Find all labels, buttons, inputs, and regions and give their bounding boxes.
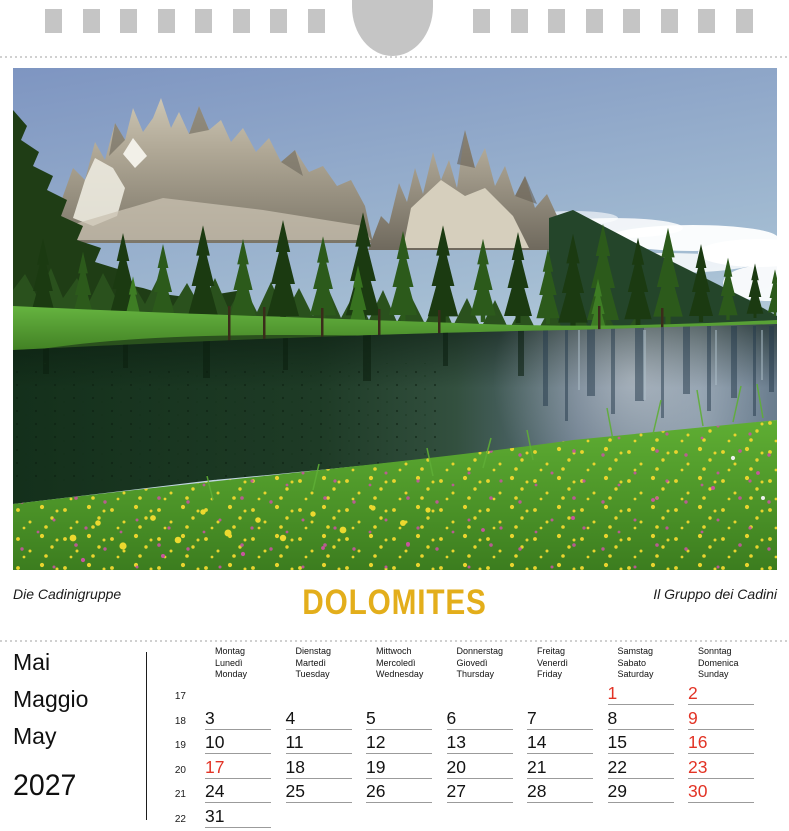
day-cell	[527, 709, 608, 734]
day-number: 18	[286, 757, 305, 777]
month-name-en: May	[13, 718, 88, 755]
day-cell	[447, 782, 528, 807]
week-number: 20	[165, 758, 205, 783]
day-number: 17	[205, 757, 224, 777]
date-rule	[608, 729, 674, 730]
day-header: Mittwoch Mercoledì Wednesday	[366, 646, 447, 681]
day-cell	[366, 733, 447, 758]
day-number: 19	[366, 757, 385, 777]
day-header: Freitag Venerdì Friday	[527, 646, 608, 681]
day-number: 4	[286, 708, 296, 728]
day-cell	[608, 733, 689, 758]
binding-square	[195, 9, 212, 33]
day-cell	[688, 684, 769, 709]
binding-square	[473, 9, 490, 33]
day-cell	[447, 807, 528, 831]
day-cell	[366, 807, 447, 831]
month-name-it: Maggio	[13, 681, 88, 718]
day-cell	[286, 758, 367, 783]
day-cell	[286, 733, 367, 758]
day-cell	[608, 684, 689, 709]
binding-square	[736, 9, 753, 33]
date-rule	[205, 729, 271, 730]
calendar-grid	[165, 684, 769, 831]
day-number: 2	[688, 683, 698, 703]
binding-square	[698, 9, 715, 33]
date-rule	[366, 753, 432, 754]
day-header: Donnerstag Giovedì Thursday	[447, 646, 528, 681]
hanger-hole	[352, 0, 433, 56]
day-header: Samstag Sabato Saturday	[608, 646, 689, 681]
day-number: 14	[527, 732, 546, 752]
day-cell	[366, 709, 447, 734]
day-header: Sonntag Domenica Sunday	[688, 646, 769, 681]
date-rule	[688, 778, 754, 779]
year-label: 2027	[13, 767, 85, 804]
date-rule	[688, 753, 754, 754]
perforation-line-top	[0, 56, 789, 58]
day-number: 31	[205, 806, 224, 826]
day-cell	[447, 684, 528, 709]
day-number: 12	[366, 732, 385, 752]
month-name-de: Mai	[13, 644, 88, 681]
day-number: 26	[366, 781, 385, 801]
day-cell	[286, 807, 367, 831]
date-rule	[447, 753, 513, 754]
day-number: 7	[527, 708, 537, 728]
day-cell	[527, 782, 608, 807]
day-cell	[608, 709, 689, 734]
date-rule	[205, 778, 271, 779]
date-rule	[527, 729, 593, 730]
binding-square	[661, 9, 678, 33]
binding-square	[233, 9, 250, 33]
date-rule	[366, 778, 432, 779]
caption-left: Die Cadinigruppe	[13, 586, 121, 602]
day-cell	[608, 758, 689, 783]
day-cell	[608, 782, 689, 807]
date-rule	[608, 704, 674, 705]
date-rule	[688, 704, 754, 705]
binding-square	[83, 9, 100, 33]
day-cell	[205, 684, 286, 709]
day-number: 24	[205, 781, 224, 801]
day-cell	[688, 709, 769, 734]
day-number: 20	[447, 757, 466, 777]
binding-square	[623, 9, 640, 33]
vertical-divider	[146, 652, 147, 820]
day-number: 6	[447, 708, 457, 728]
date-rule	[286, 778, 352, 779]
day-cell	[205, 758, 286, 783]
week-number: 22	[165, 807, 205, 831]
day-cell	[366, 758, 447, 783]
date-rule	[688, 802, 754, 803]
date-rule	[527, 753, 593, 754]
day-number: 16	[688, 732, 707, 752]
photo-dolomites-lake	[13, 68, 777, 570]
date-rule	[205, 827, 271, 828]
day-cell	[527, 733, 608, 758]
caption-right: Il Gruppo dei Cadini	[653, 586, 777, 602]
day-cell	[286, 782, 367, 807]
week-number: 21	[165, 782, 205, 807]
day-cell	[205, 709, 286, 734]
binding-square	[586, 9, 603, 33]
date-rule	[286, 753, 352, 754]
day-cell	[205, 733, 286, 758]
day-cell	[688, 733, 769, 758]
day-number: 1	[608, 683, 618, 703]
day-number: 25	[286, 781, 305, 801]
month-block	[13, 644, 88, 804]
date-rule	[527, 778, 593, 779]
date-rule	[447, 778, 513, 779]
day-cell	[205, 782, 286, 807]
day-cell	[286, 684, 367, 709]
binding-square	[511, 9, 528, 33]
page-title: DOLOMITES	[59, 583, 730, 623]
day-number: 29	[608, 781, 627, 801]
date-rule	[527, 802, 593, 803]
day-cell	[366, 782, 447, 807]
day-number: 9	[688, 708, 698, 728]
day-number: 28	[527, 781, 546, 801]
perforation-line-middle	[0, 640, 789, 642]
day-cell	[527, 684, 608, 709]
binding-square	[308, 9, 325, 33]
date-rule	[608, 753, 674, 754]
binding-square	[158, 9, 175, 33]
date-rule	[286, 802, 352, 803]
day-headers-row	[205, 646, 769, 681]
day-header: Montag Lunedì Monday	[205, 646, 286, 681]
date-rule	[286, 729, 352, 730]
day-number: 15	[608, 732, 627, 752]
day-number: 27	[447, 781, 466, 801]
date-rule	[688, 729, 754, 730]
day-number: 8	[608, 708, 618, 728]
week-number: 18	[165, 709, 205, 734]
binding-square	[45, 9, 62, 33]
date-rule	[205, 753, 271, 754]
day-cell	[366, 684, 447, 709]
day-number: 10	[205, 732, 224, 752]
binding-square	[270, 9, 287, 33]
day-header: Dienstag Martedì Tuesday	[286, 646, 367, 681]
day-cell	[608, 807, 689, 831]
date-rule	[447, 802, 513, 803]
date-rule	[608, 802, 674, 803]
binding-square	[548, 9, 565, 33]
week-number: 17	[165, 684, 205, 709]
date-rule	[366, 802, 432, 803]
day-cell	[447, 709, 528, 734]
day-number: 21	[527, 757, 546, 777]
day-cell	[527, 758, 608, 783]
date-rule	[447, 729, 513, 730]
day-cell	[688, 807, 769, 831]
day-cell	[205, 807, 286, 831]
day-number: 3	[205, 708, 215, 728]
day-number: 11	[286, 732, 304, 752]
day-number: 30	[688, 781, 707, 801]
date-rule	[366, 729, 432, 730]
day-cell	[447, 733, 528, 758]
date-rule	[205, 802, 271, 803]
day-number: 22	[608, 757, 627, 777]
day-number: 23	[688, 757, 707, 777]
week-number: 19	[165, 733, 205, 758]
day-number: 13	[447, 732, 466, 752]
day-cell	[447, 758, 528, 783]
day-cell	[527, 807, 608, 831]
binding-square	[120, 9, 137, 33]
date-rule	[608, 778, 674, 779]
day-cell	[688, 782, 769, 807]
day-cell	[688, 758, 769, 783]
day-cell	[286, 709, 367, 734]
day-number: 5	[366, 708, 376, 728]
